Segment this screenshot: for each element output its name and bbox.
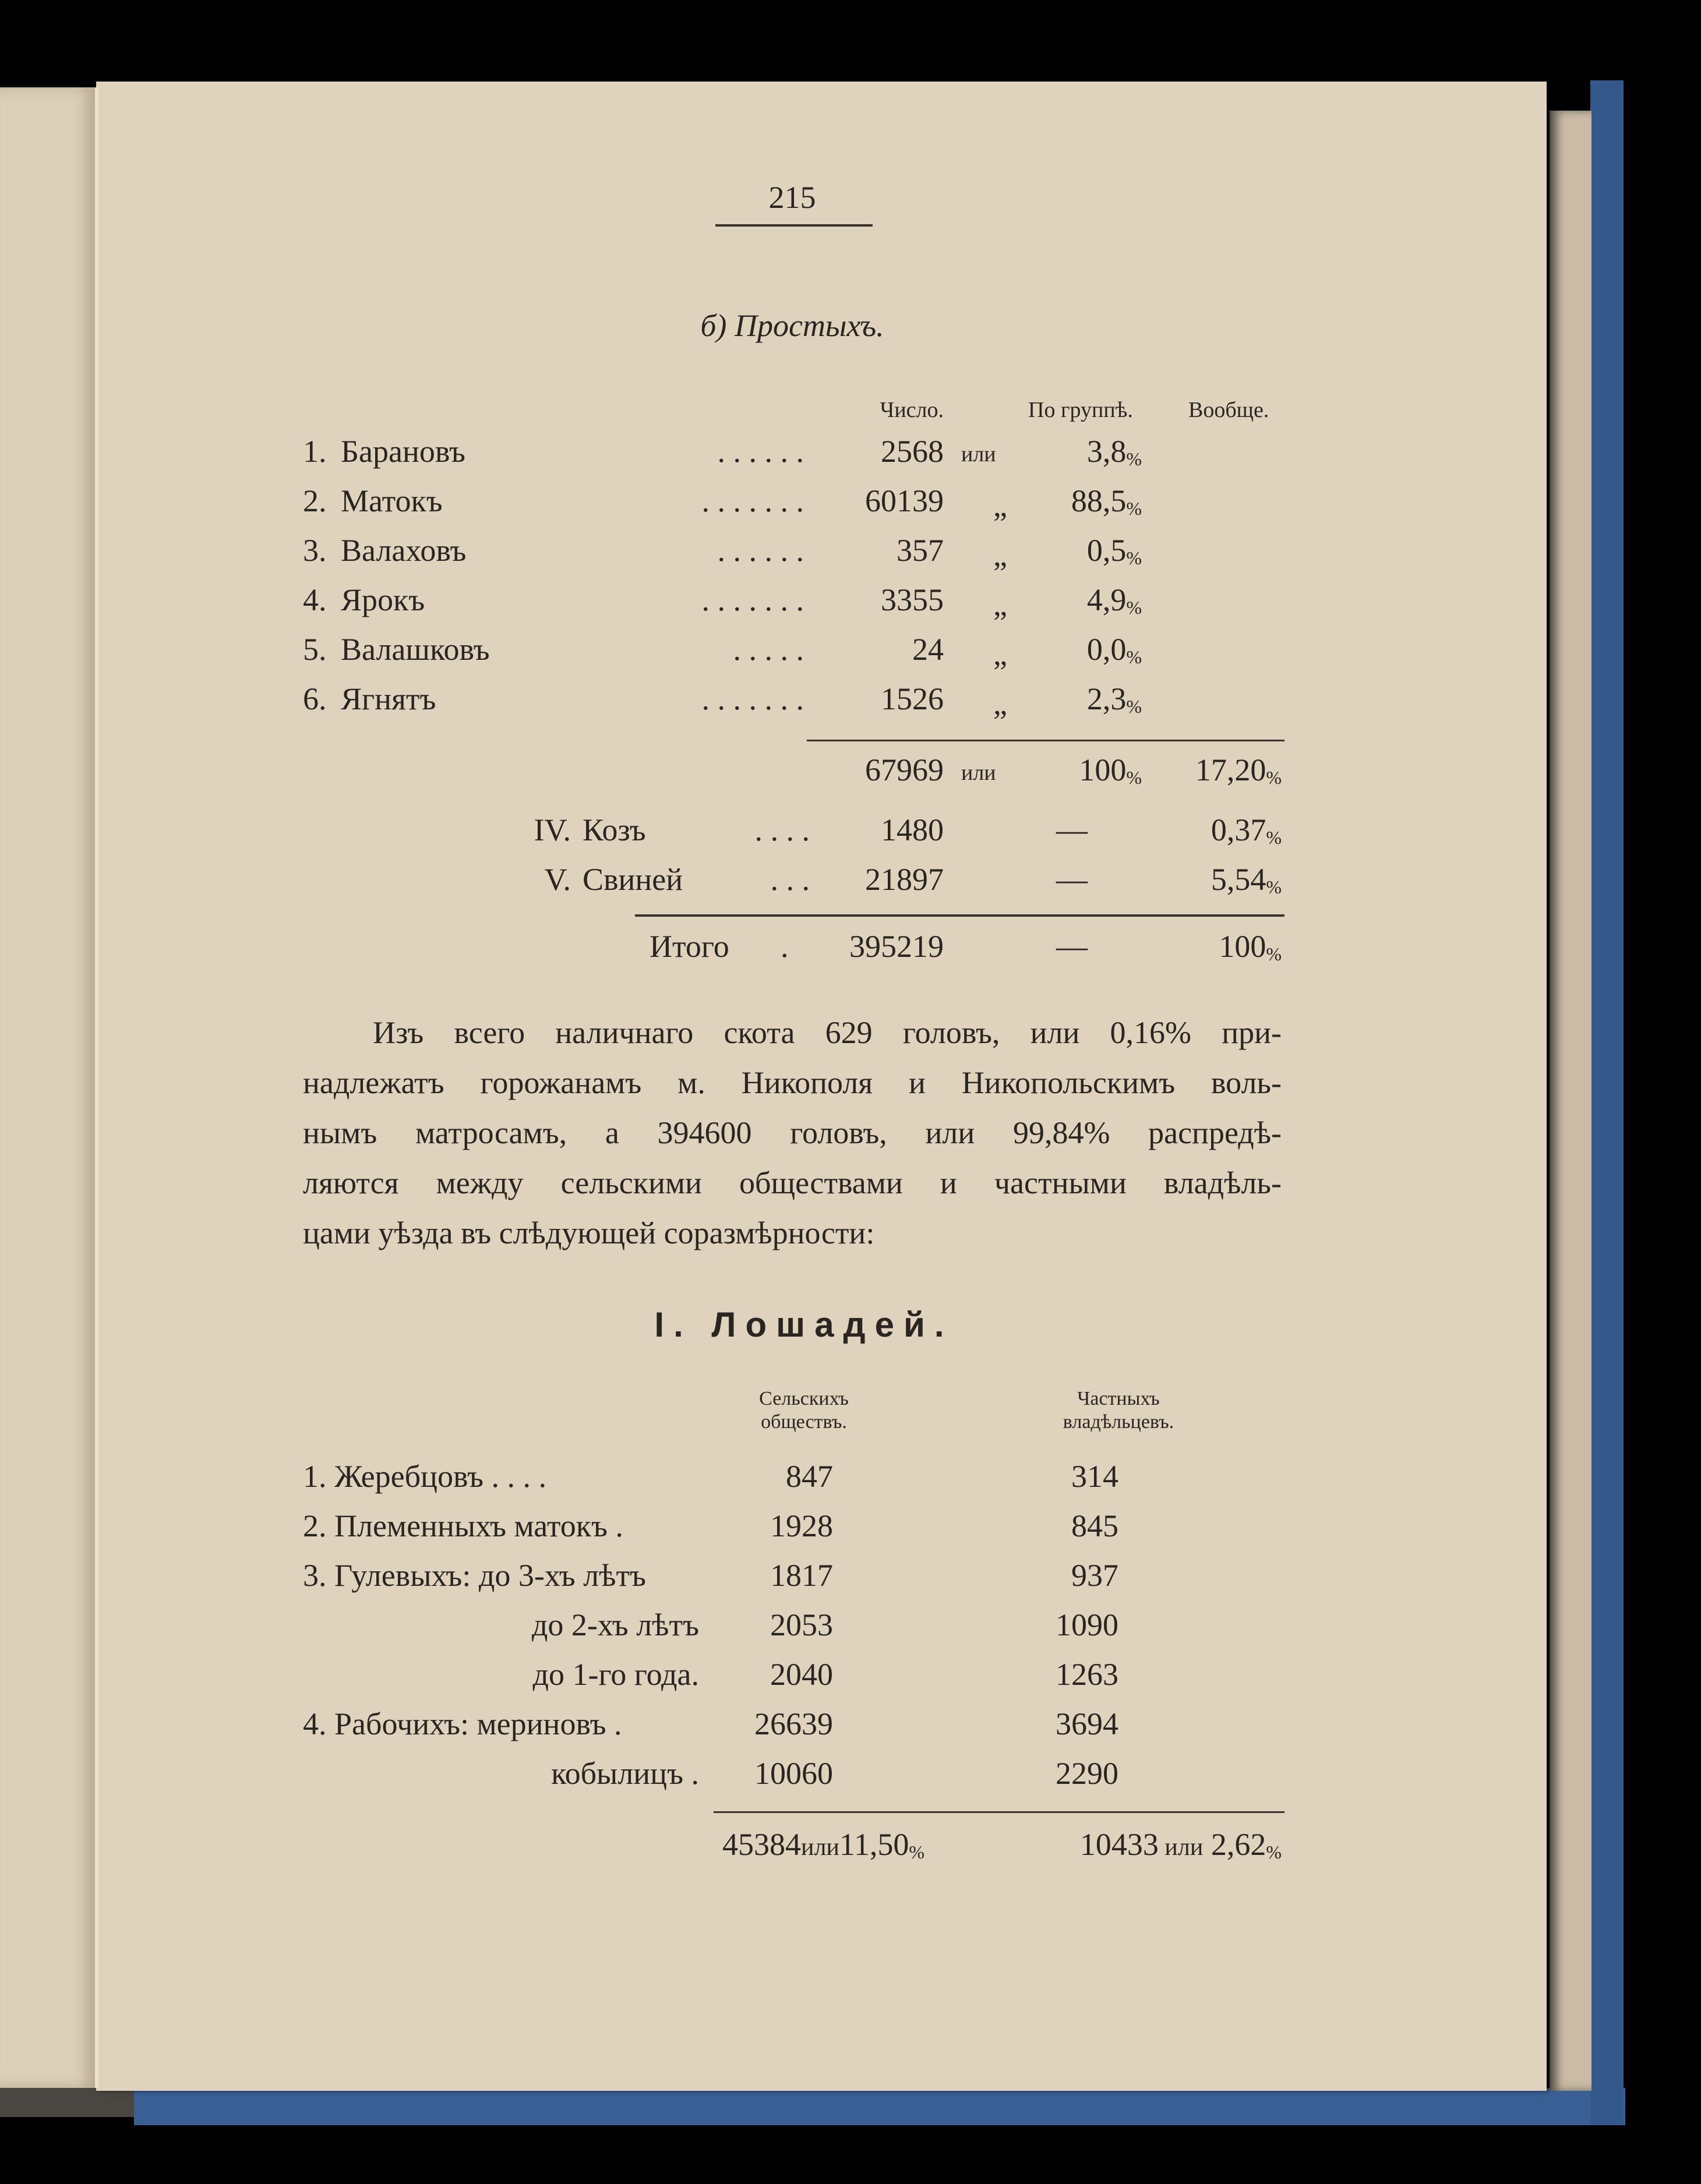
grand-total-dash: — [1056,929,1088,964]
row-number: 1. [303,434,327,469]
grand-total-count: 395219 [849,929,944,964]
row-separator: „ [993,488,1007,523]
row-private-count: 3694 [1056,1706,1118,1741]
row-name: Валашковъ [341,632,490,667]
row-private-count: 314 [1071,1459,1118,1494]
row-label: 1. Жеребцовъ . . . . [303,1459,547,1494]
paragraph-line: ляются между сельскими обществами и частными владѣль- [303,1165,1282,1200]
underlying-page-edge [1550,111,1591,2091]
percent-sign: % [1126,498,1142,519]
horses-total-rule [714,1811,1284,1813]
column-header-village-line2: обществъ. [761,1411,847,1433]
row-label: 3. Гулевыхъ: до 3-хъ лѣтъ [303,1558,646,1593]
column-header-private-line1: Частныхъ [1077,1388,1160,1409]
body-paragraph [303,1008,1282,1258]
row-village-count: 1817 [770,1558,833,1593]
row-village-count: 2040 [770,1657,833,1692]
row-overall-pct [1165,864,1282,895]
row-leader-dots: . . . . . [733,634,804,665]
row-private-count: 1090 [1056,1607,1118,1642]
grand-total-label: Итого [650,929,729,964]
horses-total-village-sep: или [801,1834,839,1861]
row-overall-pct-value: 0,37 [1211,812,1266,847]
page-number-underline [715,224,873,227]
grand-total-rule [635,914,1284,917]
column-header-count: Число. [880,398,944,422]
horses-total-private [1025,1827,1282,1863]
grand-total-pct-value: 100 [1219,929,1266,964]
row-label: кобылицъ . [551,1756,699,1791]
row-name: Матокъ [341,483,443,518]
sheep-total-rule [807,740,1284,741]
row-group-pct [1037,436,1142,467]
horses-total-private-pct: 2,62 [1211,1827,1266,1862]
row-group-pct-value: 0,5 [1086,533,1127,568]
paragraph-line: Изъ всего наличнаго скота 629 головъ, или 0,16% при- [373,1015,1282,1050]
percent-sign: % [1266,767,1282,788]
book-edge-bottom-left [0,2088,135,2117]
row-leader-dots: . . . . . . [717,436,804,467]
row-leader-dots: . . . . . . . [701,485,804,517]
row-number: 5. [303,632,327,667]
sheep-total-overall-pct [1165,754,1282,786]
grand-total-pct [1165,931,1282,962]
row-number: 2. [303,483,327,518]
row-village-count: 26639 [754,1706,833,1741]
grand-total-dots: . [781,929,789,964]
sheep-total-group-pct [1037,754,1142,786]
row-separator: или [961,442,996,467]
column-header-by-group: По группѣ. [1028,398,1133,422]
row-count: 2568 [881,434,944,469]
percent-sign: % [1266,877,1282,897]
row-roman-number: V. [544,862,571,897]
sheep-total-overall-pct-value: 17,20 [1195,752,1266,787]
percent-sign: % [1126,448,1142,469]
horses-total-village [722,1827,925,1863]
row-separator: „ [993,686,1007,721]
percent-sign: % [1266,827,1282,848]
row-private-count: 937 [1071,1558,1118,1593]
row-village-count: 1928 [770,1508,833,1543]
row-count: 357 [897,533,944,568]
percent-sign: % [909,1842,925,1863]
row-group-pct-value: 0,0 [1086,632,1127,667]
percent-sign: % [1126,547,1142,568]
horses-total-private-sep: или [1164,1834,1204,1861]
row-leader-dots: . . . . . . [717,535,804,566]
column-header-village-line1: Сельскихъ [759,1388,849,1409]
horses-total-private-count: 10433 [1079,1827,1159,1862]
row-overall-pct-value: 5,54 [1211,862,1266,897]
percent-sign: % [1126,646,1142,667]
percent-sign: % [1126,597,1142,618]
row-count: 1480 [881,812,944,847]
row-count: 24 [912,632,944,667]
row-count: 3355 [881,582,944,617]
sheep-total-group-pct-value: 100 [1079,752,1127,787]
paragraph-line: нымъ матросамъ, а 394600 головъ, или 99,84% распредѣ- [303,1115,1282,1150]
row-group-pct [1037,535,1142,566]
row-private-count: 845 [1071,1508,1118,1543]
percent-sign: % [1126,696,1142,717]
row-name: Ягнятъ [341,681,436,716]
percent-sign: % [1266,1842,1282,1863]
row-village-count: 847 [786,1459,833,1494]
row-dash: — [1056,812,1088,847]
row-name: Барановъ [341,434,465,469]
percent-sign: % [1266,943,1282,964]
section-subtitle: б) Простыхъ. [700,308,884,343]
column-header-overall: Вообще. [1188,398,1269,422]
row-leader-dots: . . . . [754,814,810,846]
row-count: 1526 [881,681,944,716]
row-group-pct [1037,683,1142,715]
row-label: до 2-хъ лѣтъ [531,1607,699,1642]
row-label: 2. Племенныхъ матокъ . [303,1508,623,1543]
row-private-count: 2290 [1056,1756,1118,1791]
row-label: до 1-го года. [532,1657,699,1692]
row-group-pct [1037,584,1142,616]
row-separator: „ [993,587,1007,622]
row-label: 4. Рабочихъ: мериновъ . [303,1706,622,1741]
sheep-total-sep: или [961,761,996,785]
row-count: 60139 [865,483,944,518]
row-roman-number: IV. [534,812,571,847]
row-private-count: 1263 [1056,1657,1118,1692]
horses-total-village-pct: 11,50 [839,1827,909,1862]
row-name: Валаховъ [341,533,467,568]
row-leader-dots: . . . . . . . [701,683,804,715]
row-village-count: 2053 [770,1607,833,1642]
horses-section-title: I. Лошадей. [654,1305,954,1344]
page-number: 215 [768,180,816,215]
column-header-private-line2: владѣльцевъ. [1063,1411,1174,1433]
book-cover-right [1590,80,1624,2125]
percent-sign: % [1126,767,1142,788]
row-name: Козъ [583,812,646,847]
row-name: Свиней [583,862,683,897]
row-separator: „ [993,538,1007,572]
paragraph-line: цами уѣзда въ слѣдующей соразмѣрности: [303,1215,875,1250]
row-group-pct-value: 2,3 [1086,681,1127,716]
row-group-pct-value: 3,8 [1086,434,1127,469]
row-number: 4. [303,582,327,617]
row-name: Ярокъ [341,582,425,617]
row-group-pct-value: 88,5 [1071,483,1127,518]
row-leader-dots: . . . . . . . [701,584,804,616]
page-gutter [95,87,98,2088]
paragraph-line: надлежатъ горожанамъ м. Никополя и Никопольскимъ воль- [303,1065,1282,1100]
row-group-pct [1037,485,1142,517]
row-overall-pct [1165,814,1282,846]
horses-total-village-count: 45384 [722,1827,801,1862]
row-separator: „ [993,637,1007,672]
row-village-count: 10060 [754,1756,833,1791]
sheep-total-count: 67969 [865,752,944,787]
row-dash: — [1056,862,1088,897]
row-number: 6. [303,681,327,716]
row-number: 3. [303,533,327,568]
row-group-pct-value: 4,9 [1086,582,1127,617]
book-cover-bottom [134,2088,1625,2125]
row-leader-dots: . . . [770,864,810,895]
row-count: 21897 [865,862,944,897]
left-page-strip [0,87,96,2088]
row-group-pct [1037,634,1142,665]
